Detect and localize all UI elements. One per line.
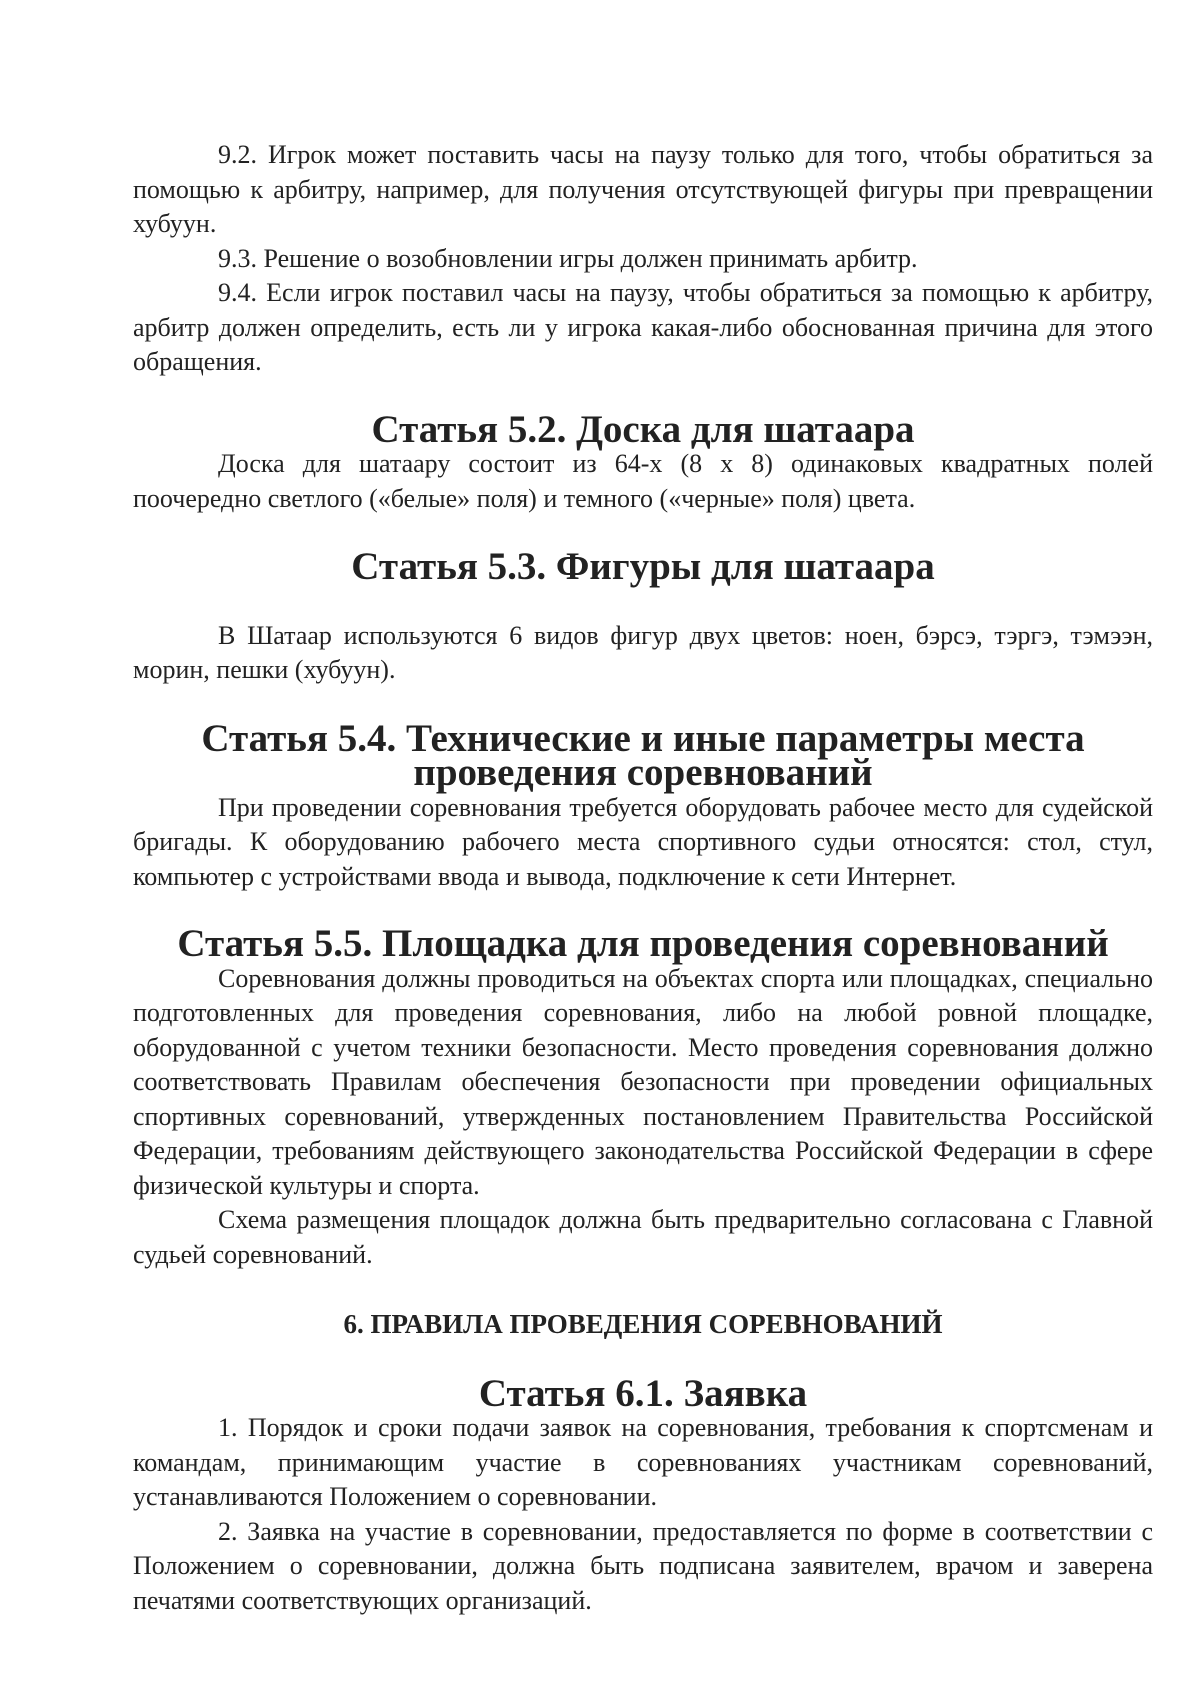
article-6-1-heading: Статья 6.1. Заявка bbox=[478, 1371, 808, 1415]
paragraph-9-4: 9.4. Если игрок поставил часы на паузу, чтобы обратиться за помощью к арбитру, арбитр должен определить, есть ли у игрока какая-либо обоснованная причина для этого обращения. bbox=[133, 278, 1153, 376]
article-6-1-text-2: 2. Заявка на участие в соревновании, предоставляется по форме в соответствии с Положением о соревновании, должна быть подписана заявителем, врачом и заверена печатями соответствующих организаций. bbox=[133, 1516, 1153, 1615]
article-5-2-text: Доска для шатаару состоит из 64-х (8 х 8) одинаковых квадратных полей поочередно светлого («белые» поля) и темного («черные» поля) цвета. bbox=[133, 449, 1153, 513]
article-5-4-heading bbox=[133, 716, 1153, 794]
article-5-4-text: При проведении соревнования требуется оборудовать рабочее место для судейской бригады. К оборудованию рабочего места спортивного судьи относятся: стол, стул, компьютер с устройствами ввода и вывода, подключение к сети Интернет. bbox=[133, 792, 1153, 891]
article-5-5-text-2: Схема размещения площадок должна быть предварительно согласована с Главной судьей соревнований. bbox=[133, 1205, 1153, 1269]
document-page bbox=[133, 138, 1153, 1618]
section-6-heading: 6. ПРАВИЛА ПРОВЕДЕНИЯ СОРЕВНОВАНИЙ bbox=[343, 1309, 943, 1339]
article-6-1-text-1: 1. Порядок и сроки подачи заявок на соревнования, требования к спортсменам и командам, принимающим участие в соревнованиях участникам соревнований, устанавливаются Положением о соревновании. bbox=[133, 1413, 1153, 1511]
article-5-3-heading: Статья 5.3. Фигуры для шатаара bbox=[351, 545, 935, 588]
article-5-2-heading: Статья 5.2. Доска для шатаара bbox=[371, 407, 915, 451]
article-5-5-text-1: Соревнования должны проводиться на объектах спорта или площадках, специально подготовленных для проведения соревнования, либо на любой ровной площадке, оборудованной с учетом техники безопасности. Место проведения соревнования должно соответствовать Правилам обеспечения безопасности при проведении официальных спортивных соревнований, утвержденных постановлением Правительства Российской Федерации, требованиям действующего законодательства Российской Федерации в сфере физической культуры и спорта. bbox=[133, 963, 1153, 1200]
paragraph-9-3: 9.3. Решение о возобновлении игры должен принимать арбитр. bbox=[218, 243, 918, 273]
article-5-4-heading-line1: Статья 5.4. Технические и иные параметры места bbox=[201, 716, 1085, 760]
paragraph-9-2: 9.2. Игрок может поставить часы на паузу только для того, чтобы обратиться за помощью к арбитру, например, для получения отсутствующей фигуры при превращении хубуун. bbox=[133, 140, 1153, 238]
article-5-5-heading: Статья 5.5. Площадка для проведения соревнований bbox=[177, 922, 1109, 965]
article-5-3-text: В Шатаар используются 6 видов фигур двух цветов: ноен, бэрсэ, тэргэ, тэмээн, морин, пешки (хубуун). bbox=[133, 620, 1153, 684]
article-5-4-heading-line2: проведения соревнований bbox=[413, 751, 873, 794]
